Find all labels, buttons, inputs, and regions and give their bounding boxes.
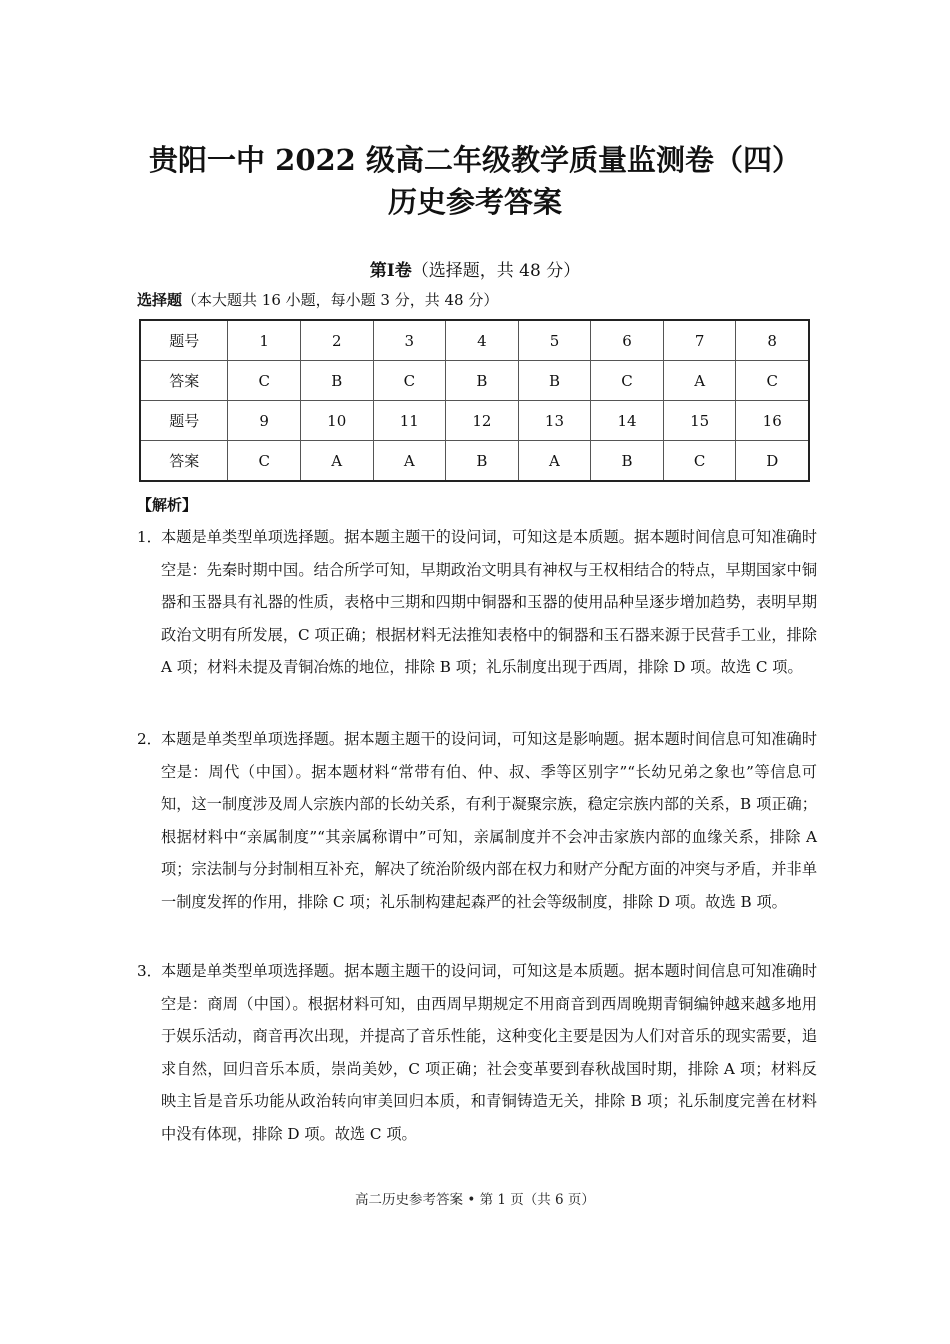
table-cell: 10 — [300, 401, 373, 441]
table-cell: C — [228, 441, 301, 482]
page-footer: 高二历史参考答案 • 第 1 页（共 6 页） — [355, 1192, 595, 1208]
table-cell: B — [300, 361, 373, 401]
table-cell: C — [228, 361, 301, 401]
question-type-label: 选择题 — [137, 291, 183, 309]
item-text: 本题是单类型单项选择题。据本题主题干的设问词，可知这是本质题。据本题时间信息可知准确时空是：先秦时期中国。结合所学可知，早期政治文明具有神权与王权相结合的特点，早期国家中铜器和玉器具有礼器的性质，表格中三期和四期中铜器和玉器的使用品种呈逐步增加趋势，表明早期政治文明有所发展，C 项正确；根据材料无法推知表格中的铜器和玉石器来源于民营手工业，排除 A 项；材料未提及青铜冶炼的地位，排除 B 项；礼乐制度出现于西周，排除 D 项。故选 C 项。 — [161, 528, 817, 676]
table-row — [140, 441, 809, 482]
table-cell: 5 — [518, 320, 591, 361]
table-cell: 13 — [518, 401, 591, 441]
document-subtitle: 历史参考答案 — [387, 185, 562, 219]
answer-table — [139, 319, 810, 482]
item-number: 2． — [137, 730, 162, 748]
item-text: 本题是单类型单项选择题。据本题主题干的设问词，可知这是本质题。据本题时间信息可知准确时空是：商周（中国）。根据材料可知，由西周早期规定不用商音到西周晚期青铜编钟越来越多地用于娱乐活动，商音再次出现，并提高了音乐性能，这种变化主要是因为人们对音乐的现实需要，追求自然，回归音乐本质，崇尚美妙，C 项正确；社会变革要到春秋战国时期，排除 A 项；材料反映主旨是音乐功能从政治转向审美回归本质，和青铜铸造无关，排除 B 项；礼乐制度完善在材料中没有体现，排除 D 项。故选 C 项。 — [161, 962, 817, 1143]
table-cell: 7 — [663, 320, 736, 361]
table-cell: C — [736, 361, 809, 401]
question-type-detail: （本大题共 16 小题，每小题 3 分，共 48 分） — [182, 291, 499, 309]
analysis-item — [137, 521, 817, 684]
table-cell: A — [663, 361, 736, 401]
table-row — [140, 361, 809, 401]
table-cell: 2 — [300, 320, 373, 361]
row-label: 题号 — [140, 401, 228, 441]
table-cell: A — [300, 441, 373, 482]
table-cell: C — [373, 361, 446, 401]
item-number: 3． — [137, 962, 162, 980]
analysis-item — [137, 723, 817, 918]
table-cell: 16 — [736, 401, 809, 441]
table-cell: B — [591, 441, 664, 482]
table-cell: B — [446, 361, 519, 401]
table-cell: A — [373, 441, 446, 482]
table-cell: 8 — [736, 320, 809, 361]
table-cell: 14 — [591, 401, 664, 441]
table-row — [140, 401, 809, 441]
section-heading-detail: （选择题，共 48 分） — [411, 261, 581, 281]
table-cell: 6 — [591, 320, 664, 361]
table-cell: C — [591, 361, 664, 401]
table-cell: B — [518, 361, 591, 401]
question-type-heading — [137, 289, 498, 310]
table-cell: 11 — [373, 401, 446, 441]
item-number: 1． — [137, 528, 162, 546]
table-cell: 9 — [228, 401, 301, 441]
table-cell: 3 — [373, 320, 446, 361]
section-heading — [0, 256, 950, 281]
table-cell: A — [518, 441, 591, 482]
table-cell: C — [663, 441, 736, 482]
table-row — [140, 320, 809, 361]
analysis-heading: 【解析】 — [137, 496, 198, 514]
analysis-item — [137, 955, 817, 1150]
section-heading-volume: 第Ⅰ卷 — [369, 261, 412, 281]
table-cell: B — [446, 441, 519, 482]
row-label: 答案 — [140, 441, 228, 482]
row-label: 答案 — [140, 361, 228, 401]
table-cell: 4 — [446, 320, 519, 361]
row-label: 题号 — [140, 320, 228, 361]
item-text: 本题是单类型单项选择题。据本题主题干的设问词，可知这是影响题。据本题时间信息可知准确时空是：周代（中国）。据本题材料“常带有伯、仲、叔、季等区别字”“长幼兄弟之象也”等信息可知，这一制度涉及周人宗族内部的长幼关系，有利于凝聚宗族，稳定宗族内部的关系，B 项正确；根据材料中“亲属制度”“其亲属称谓中”可知，亲属制度并不会冲击家族内部的血缘关系，排除 A 项；宗法制与分封制相互补充，解决了统治阶级内部在权力和财产分配方面的冲突与矛盾，并非单一制度发挥的作用，排除 C 项；礼乐制构建起森严的社会等级制度，排除 D 项。故选 B 项。 — [161, 730, 817, 911]
document-title: 贵阳一中 2022 级高二年级教学质量监测卷（四） — [149, 143, 801, 177]
table-cell: 12 — [446, 401, 519, 441]
table-cell: 1 — [228, 320, 301, 361]
table-cell: D — [736, 441, 809, 482]
table-cell: 15 — [663, 401, 736, 441]
